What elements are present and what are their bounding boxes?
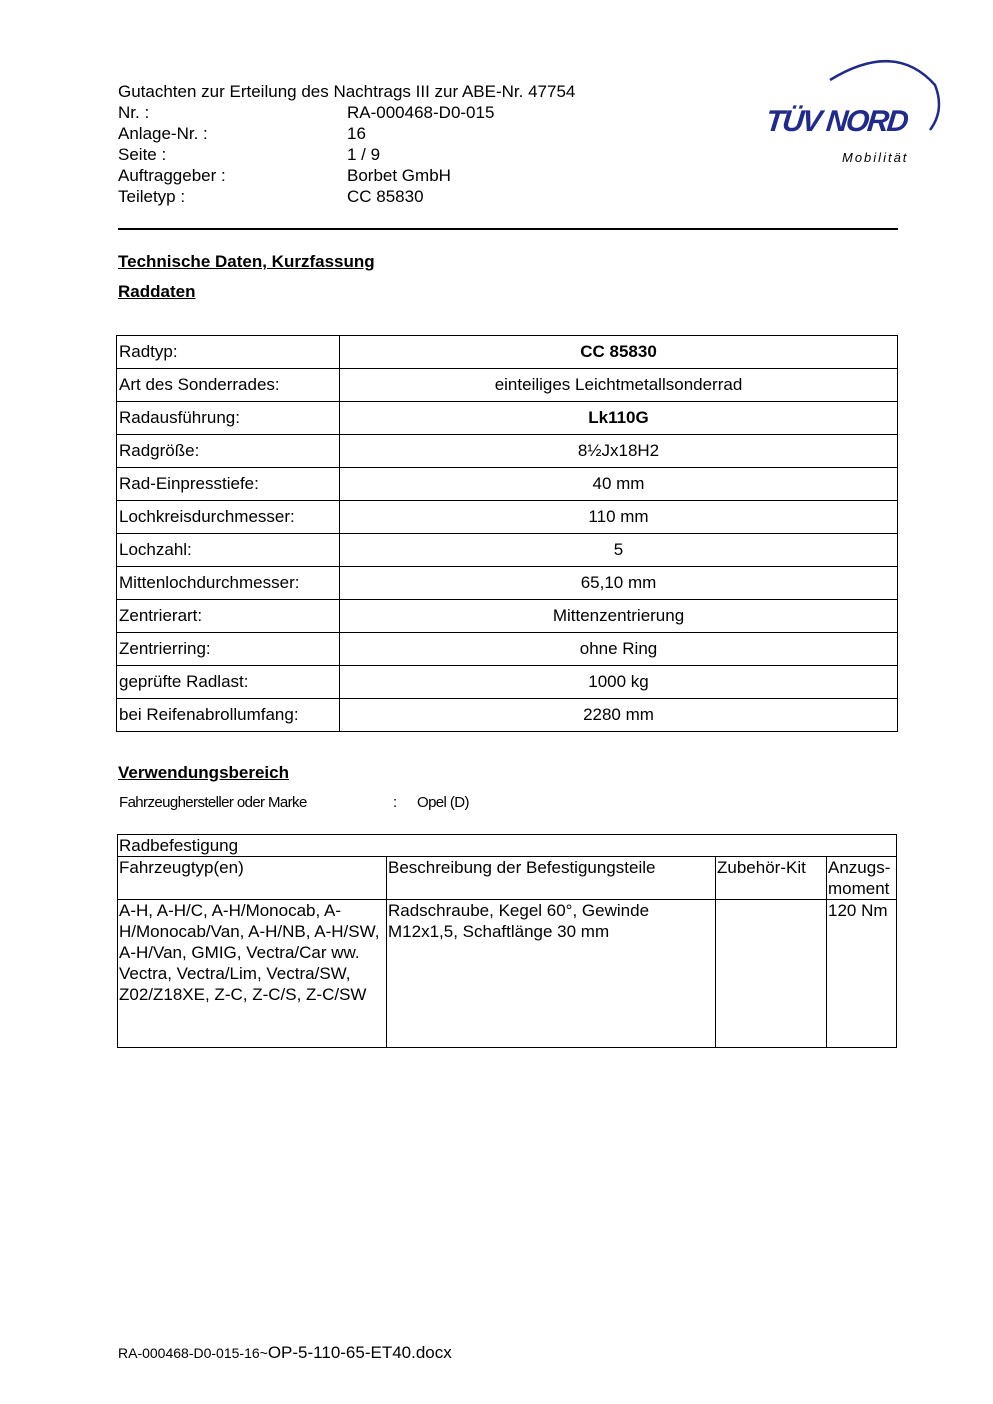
field-value: RA-000468-D0-015 [347,103,495,122]
field-value: 16 [347,124,366,143]
row-label: Art des Sonderrades: [117,369,340,402]
field-label: Nr. : [118,103,150,122]
field-value: CC 85830 [347,187,424,206]
table-row [117,336,898,369]
table-title: Radbefestigung [118,835,897,857]
table-row [117,600,898,633]
field-value: 1 / 9 [347,145,381,164]
row-label: Radgröße: [117,435,340,468]
row-value: ohne Ring [340,633,898,666]
row-label: geprüfte Radlast: [117,666,340,699]
section-title-tech: Technische Daten, Kurzfassung [118,252,375,271]
footer-file: OP-5-110-65-ET40.docx [267,1343,452,1362]
row-label: Radtyp: [117,336,340,369]
row-label: Mittenlochdurchmesser: [117,567,340,600]
field-value: Borbet GmbH [347,166,451,185]
table-row [117,402,898,435]
row-value: 2280 mm [340,699,898,732]
cell-zubehoer-kit [716,900,827,1048]
tuv-nord-logo [760,55,945,170]
field-label: Anlage-Nr. : [118,124,208,143]
usage-label: Fahrzeughersteller oder Marke [119,794,307,811]
table-row [117,567,898,600]
row-value: Mittenzentrierung [340,600,898,633]
column-header: Anzugs-moment [827,857,897,900]
row-value: einteiliges Leichtmetallsonderrad [340,369,898,402]
row-value: Lk110G [340,402,898,435]
row-value: 5 [340,534,898,567]
column-header: Fahrzeugtyp(en) [118,857,387,900]
header-divider [118,228,898,230]
row-value: 40 mm [340,468,898,501]
row-label: Zentrierring: [117,633,340,666]
table-row [118,900,897,1048]
row-value: 1000 kg [340,666,898,699]
cell-fahrzeugtypen: A-H, A-H/C, A-H/Monocab, A-H/Monocab/Van, A-H/NB, A-H/SW, A-H/Van, GMIG, Vectra/Car ww. Vectra, Vectra/Lim, Vectra/SW, Z02/Z18XE, Z-C, Z-C/S, Z-C/SW [118,900,387,1048]
row-value: 65,10 mm [340,567,898,600]
table-row [117,633,898,666]
table-row [117,699,898,732]
row-label: Zentrierart: [117,600,340,633]
table-row [117,468,898,501]
table-row [117,534,898,567]
footer-filename [118,1343,452,1363]
table-row [117,435,898,468]
logo-subtitle: Mobilität [842,150,909,165]
cell-anzugsmoment: 120 Nm [827,900,897,1048]
section-title-verwendung: Verwendungsbereich [118,763,289,782]
row-value: 110 mm [340,501,898,534]
usage-value: Opel (D) [417,794,469,811]
usage-separator: : [393,794,397,811]
row-label: Rad-Einpresstiefe: [117,468,340,501]
row-value: 8½Jx18H2 [340,435,898,468]
field-label: Auftraggeber : [118,166,226,185]
logo-brand: TÜV NORD [764,105,909,138]
row-label: Lochkreisdurchmesser: [117,501,340,534]
row-label: Radausführung: [117,402,340,435]
field-label: Teiletyp : [118,187,186,206]
column-header: Zubehör-Kit [716,857,827,900]
table-row [117,369,898,402]
raddaten-table [116,335,898,732]
field-label: Seite : [118,145,167,164]
table-title-row [118,835,897,857]
footer-prefix: RA-000468-D0-015-16~ [118,1345,268,1361]
row-label: Lochzahl: [117,534,340,567]
document-title: Gutachten zur Erteilung des Nachtrags III zur ABE-Nr. 47754 [118,82,576,101]
cell-beschreibung: Radschraube, Kegel 60°, Gewinde M12x1,5, Schaftlänge 30 mm [387,900,716,1048]
section-title-raddaten: Raddaten [118,282,196,301]
row-label: bei Reifenabrollumfang: [117,699,340,732]
table-header-row [118,857,897,900]
row-value: CC 85830 [340,336,898,369]
radbefestigung-table [117,834,897,1048]
table-row [117,666,898,699]
column-header: Beschreibung der Befestigungsteile [387,857,716,900]
table-row [117,501,898,534]
